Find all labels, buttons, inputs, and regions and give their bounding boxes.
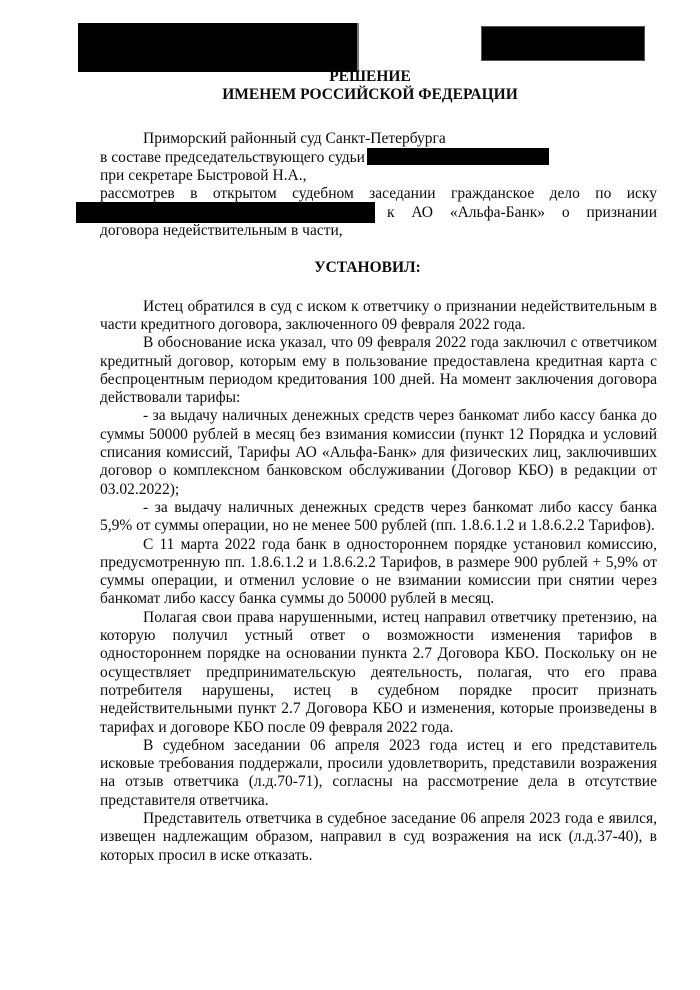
claim-subject-line: договора недействительным в части,	[100, 222, 343, 240]
court-name-line: Приморский районный суд Санкт-Петербурга	[143, 129, 446, 147]
paragraphs-block	[100, 298, 657, 865]
body-paragraph-8: Представитель ответчика в судебное заседание 06 апреля 2023 года е явился, извещен надлежащим образом, направил в суд возражения на иск (л.д.37-40), в которых просил в иске отказать.	[100, 809, 657, 864]
redaction-box-header-left	[78, 23, 359, 72]
body-paragraph-4: - за выдачу наличных денежных средств через банкомат либо кассу банка 5,9% от суммы операции, но не менее 500 рублей (пп. 1.8.6.1.2 и 1.8.6.2.2 Тарифов).	[100, 498, 657, 535]
body-paragraph-1: Истец обратился в суд с иском к ответчику о признании недействительным в части кредитного договора, заключенного 09 февраля 2022 года.	[100, 297, 657, 333]
document-subtitle: ИМЕНЕМ РОССИЙСКОЙ ФЕДЕРАЦИИ	[222, 86, 518, 104]
case-header-block	[100, 130, 657, 241]
plaintiff-line	[100, 204, 657, 222]
body-paragraph-5: С 11 марта 2022 года банк в одностороннем порядке установил комиссию, предусмотренную пп. 1.8.6.1.2 и 1.8.6.2.2 Тарифов, в размере 900 рублей + 5,9% от суммы операции, и отменил условие о не взимании комиссии при снятии через банкомат либо кассу банка суммы до 50000 рублей в месяц.	[100, 535, 657, 608]
document-title: РЕШЕНИЕ	[329, 68, 411, 85]
body-paragraph-7: В судебном заседании 06 апреля 2023 года истец и его представитель исковые требования поддержали, просили удовлетворить, представили возражения на отзыв ответчика (л.д.70-71), согласны на рассмотрение дела в отсутствие представителя ответчика.	[100, 736, 657, 809]
body-paragraph-2: В обоснование иска указал, что 09 февраля 2022 года заключил с ответчиком кредитный договор, которым ему в пользование предоставлена кредитная карта с беспроцентным периодом кредитования 100 дней. На момент заключения договора действовали тарифы:	[100, 334, 657, 407]
judge-line-text: в составе председательствующего судьи	[100, 148, 365, 166]
redaction-box-plaintiff-name	[76, 202, 375, 223]
document-body	[100, 68, 657, 865]
body-paragraph-6: Полагая свои права нарушенными, истец направил ответчику претензию, на которую получил устный ответ о возможности изменения тарифов в одностороннем порядке на основании пункта 2.7 Договора КБО. Поскольку он не осуществляет предпринимательскую деятельность, полагая, что его права потребителя нарушены, истец в судебном порядке просит признать недействительными пункт 2.7 Договора КБО и изменения, которые произведены в тарифах и договоре КБО после 09 февраля 2022 года.	[100, 608, 657, 736]
secretary-line: при секретаре Быстровой Н.А.,	[100, 167, 307, 185]
section-heading-ustanovil: УСТАНОВИЛ:	[314, 259, 421, 277]
document-title-block	[100, 68, 640, 105]
redaction-box-judge-name	[367, 148, 549, 165]
body-paragraph-3: - за выдачу наличных денежных средств через банкомат либо кассу банка до суммы 50000 рублей в месяц без взимания комиссии (пункт 12 Порядка и условий списания комиссий, Тарифы АО «Альфа-Банк» для физических лиц, заключивших договор о комплексном банковском обслуживании (Договор КБО) в редакции от 03.02.2022);	[100, 407, 657, 498]
defendant-text: к АО «Альфа-Банк» о признании	[387, 203, 657, 221]
case-description-line: рассмотрев в открытом судебном заседании гражданское дело по иску	[100, 185, 657, 203]
judge-line	[100, 148, 657, 167]
redaction-box-header-right	[481, 26, 645, 61]
